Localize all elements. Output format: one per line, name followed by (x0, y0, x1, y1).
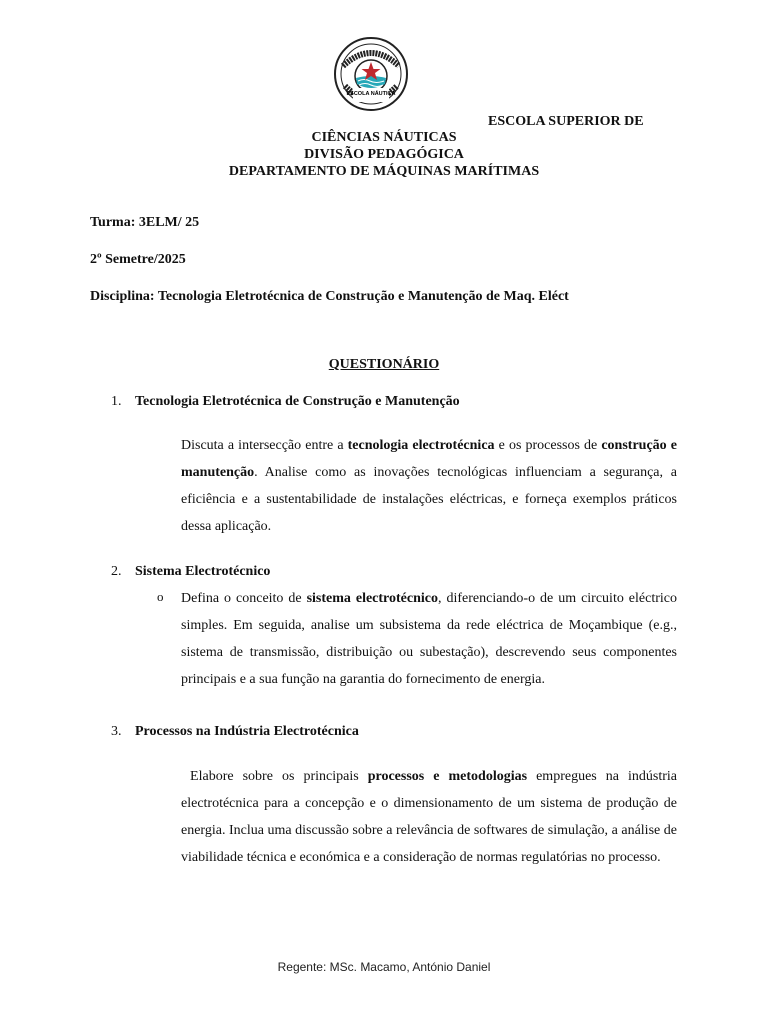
header-line-4: DEPARTAMENTO DE MÁQUINAS MARÍTIMAS (228, 164, 540, 179)
section-3-number: 3. (111, 724, 122, 739)
disciplina: Disciplina: Tecnologia Eletrotécnica de Construção e Manutenção de Maq. Eléct (90, 289, 569, 304)
seal-top-text: BELIÇAS (361, 45, 381, 50)
footer-regente: Regente: MSc. Macamo, António Daniel (277, 960, 491, 974)
bullet-marker: o (157, 589, 164, 604)
section-2-text: Defina o conceito de sistema electrotécnico, diferenciando-o de um circuito eléctrico simples. Em seguida, analise um subsistema da rede eléctrica de Moçambique (e.g., sistema de transmissão, distribuição ou subestação), descrevendo seus componentes principais e a sua função na garantia do fornecimento de energia. (181, 591, 677, 687)
turma: Turma: 3ELM/ 25 (90, 215, 200, 230)
section-1-title: Tecnologia Eletrotécnica de Construção e Manutenção (135, 394, 460, 409)
section-3-text: Elabore sobre os principais processos e metodologias empregues na indústria electrotécnica para a concepção e o dimensionamento de um sistema de produção de energia. Inclua uma discussão sobre a relevância de softwares de simulação, a análise de viabilidade técnica e económica e a consideração de normas regulatórias no processo. (181, 769, 681, 865)
section-3-title: Processos na Indústria Electrotécnica (135, 724, 359, 739)
section-2-title: Sistema Electrotécnico (135, 564, 271, 579)
section-2-number: 2. (111, 564, 122, 579)
header-line-3: DIVISÃO PEDAGÓGICA (304, 147, 464, 162)
questionnaire-title: QUESTIONÁRIO (328, 357, 440, 372)
section-1-text: Discuta a intersecção entre a tecnologia electrotécnica e os processos de construção e manutenção. Analise como as inovações tecnológicas influenciam a segurança, a eficiência e a sustentabilidade de instalações eléctricas, e forneça exemplos práticos dessa aplicação. (181, 438, 677, 534)
semestre: 2º Semetre/2025 (90, 252, 186, 267)
school-seal-logo (333, 36, 409, 112)
seal-text: ESCOLA NÁUTICA (346, 91, 396, 97)
section-1-number: 1. (111, 394, 122, 409)
header-line-2: CIÊNCIAS NÁUTICAS (311, 130, 457, 145)
header-line-1: ESCOLA SUPERIOR DE (488, 114, 644, 129)
